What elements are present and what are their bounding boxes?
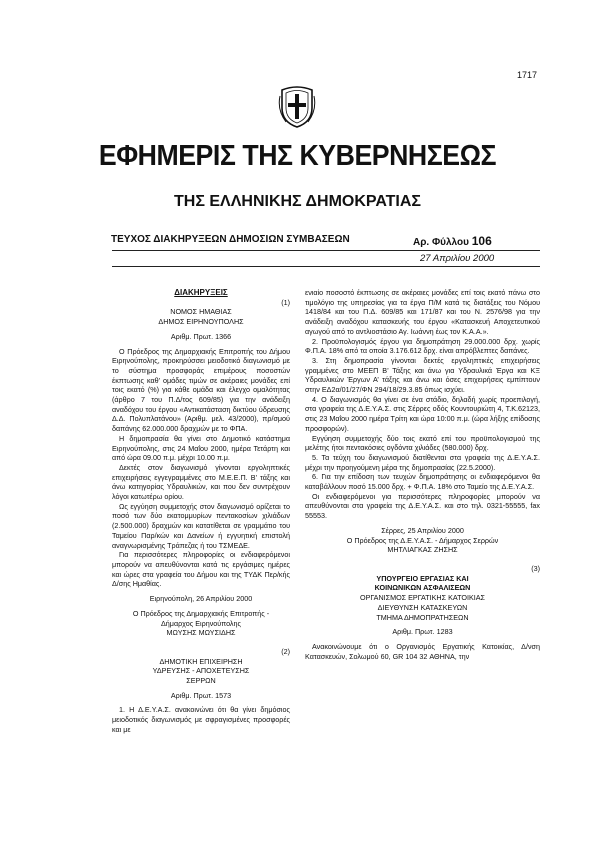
org-line: ΔΗΜΟΤΙΚΗ ΕΠΙΧΕΙΡΗΣΗ: [159, 656, 243, 666]
issue-type: ΤΕΥΧΟΣ ΔΙΑΚΗΡΥΞΕΩΝ ΔΗΜΟΣΙΩΝ ΣΥΜΒΑΣΕΩΝ: [111, 234, 350, 245]
signature-line: Ο Πρόεδρος της Δ.Ε.Υ.Α.Σ. - Δήμαρχος Σερρών: [346, 535, 499, 545]
org-line: ΤΜΗΜΑ ΔΗΜΟΠΡΑΤΗΣΕΩΝ: [376, 612, 469, 622]
paragraph: Ανακοινώνουμε ότι ο Οργανισμός Εργατικής Κατοικίας, Δ/νση Κατασκευών, Σολωμού 60, GR 104 32 ΑΘΗΝΑ, την: [305, 641, 540, 661]
signature-line: Ο Πρόεδρος της Δημαρχιακής Επιτροπής -: [132, 608, 270, 618]
paragraph: 2. Προϋπολογισμός έργου για δημοπράτηση 29.000.000 δρχ. χωρίς Φ.Π.Α. 18% από τα οποία 3.176.612 δρχ. είναι απρόβλεπτες δαπάνες.: [305, 336, 540, 356]
signature-name: ΜΩΥΣΗΣ ΜΩΥΣΙΔΗΣ: [166, 628, 236, 638]
header-rule-top: [112, 250, 540, 251]
paragraph: 3. Στη δημοπρασία γίνονται δεκτές εργοληπτικές επιχειρήσεις γραμμένες στο ΜΕΕΠ Β’ Τάξης και άνω για Υδραυλικά Έργα και ΚΞ Υδραυλικών Έργων Α’ τάξης και άνω και όσες επιχειρήσεις εμπίπτουν στην ΕΔ2α/01/27/ΦΝ 294/18/29.3.85 όπως ισχύει.: [305, 355, 540, 395]
paragraph: Για περισσότερες πληροφορίες οι ενδιαφερόμενοι μπορούν να απευθύνονται κατά τις εργάσιμες ημέρες και ώρες στα γραφεία του Δήμου και της ΤΥΔΚ Περ/κής Δ/σης Ημαθίας.: [112, 550, 290, 589]
header-rule-bottom: [112, 266, 540, 267]
sheet-number: 106: [471, 234, 492, 248]
paragraph: Οι ενδιαφερόμενοι για περισσότερες πληροφορίες μπορούν να απευθύνονται στα γραφεία της Δ.Ε.Υ.Α.Σ. και στο τηλ. 0321-55555, fax 55553.: [305, 491, 540, 521]
protocol-number: Αριθμ. Πρωτ. 1283: [392, 627, 453, 637]
org-line: ΣΕΡΡΩΝ: [186, 676, 216, 686]
org-line: ΥΔΡΕΥΣΗΣ - ΑΠΟΧΕΤΕΥΣΗΣ: [152, 666, 250, 676]
org-line: ΔΙΕΥΘΥΝΣΗ ΚΑΤΑΣΚΕΥΩΝ: [377, 602, 468, 612]
coat-of-arms-emblem: [278, 84, 316, 128]
org-line: ΥΠΟΥΡΓΕΙΟ ΕΡΓΑΣΙΑΣ ΚΑΙ: [376, 573, 469, 583]
paragraph: Δεκτές στον διαγωνισμό γίνονται εργοληπτικές επιχειρήσεις εγγεγραμμένες στο Μ.Ε.Ε.Π. Β’ τάξης και άνω κατηγορίας Υδραυλικών, και που δεν συντρέχουν λόγοι κατωτέρω ορίου.: [112, 462, 290, 502]
notice-number-2: (2): [281, 646, 290, 656]
paragraph: 5. Τα τεύχη του διαγωνισμού διατίθενται στα γραφεία της Δ.Ε.Υ.Α.Σ. μέχρι την προηγούμενη μέρα της δημοπρασίας (22.5.2000).: [305, 452, 540, 472]
sheet-info: [413, 234, 492, 248]
paragraph: Εγγύηση συμμετοχής δύο τοις εκατό επί του προϋπολογισμού της μελέτης ήτοι πεντακόσιες ογδόντα χιλιάδες (580.000) δρχ.: [305, 433, 540, 453]
org-line: ΔΗΜΟΣ ΕΙΡΗΝΟΥΠΟΛΗΣ: [158, 317, 244, 327]
page-number: 1717: [516, 70, 537, 80]
paragraph: Ως εγγύηση συμμετοχής στον διαγωνισμό ορίζεται το ποσό των δύο εκατομμυρίων πεντακοσίων χιλιάδων (2.500.000) δραχμών και κατατίθεται σε γραμμάτιο του Ταμείου Παρ/κών και Δανείων ή εγγυητική επιστολή αναγνωρισμένης Τράπεζας ή του ΤΣΜΕΔΕ.: [112, 501, 290, 550]
place-date: Σέρρες, 25 Απριλίου 2000: [381, 525, 464, 535]
right-column: [305, 288, 540, 661]
left-column: [112, 288, 290, 735]
place-date: Ειρηνούπολη, 26 Απριλίου 2000: [149, 594, 253, 604]
sheet-label: Αρ. Φύλλου: [413, 237, 469, 248]
org-line: ΚΟΙΝΩΝΙΚΩΝ ΑΣΦΑΛΙΣΕΩΝ: [374, 583, 471, 593]
paragraph: Η δημοπρασία θα γίνει στο Δημοτικό κατάστημα Ειρηνούπολης, στις 24 Μαΐου 2000, ημέρα Τετάρτη και από ώρα 09.00 π.μ. μέχρι 10.00 π.μ.: [112, 433, 290, 463]
section-heading: ΔΙΑΚΗΡΥΞΕΙΣ: [174, 288, 228, 297]
signature-name: ΜΗΤΛΙΑΓΚΑΣ ΖΗΣΗΣ: [387, 545, 458, 555]
gazette-subtitle: ΤΗΣ ΕΛΛΗΝΙΚΗΣ ΔΗΜΟΚΡΑΤΙΑΣ: [174, 193, 421, 210]
notice-number-3: (3): [531, 563, 540, 573]
gazette-title: ΕΦΗΜΕΡΙΣ ΤΗΣ ΚΥΒΕΡΝΗΣΕΩΣ: [98, 140, 497, 172]
notice-number-1: (1): [281, 297, 290, 307]
protocol-number: Αριθμ. Πρωτ. 1366: [170, 331, 232, 341]
signature-line: Δήμαρχος Ειρηνούπολης: [161, 618, 241, 628]
org-line: ΟΡΓΑΝΙΣΜΟΣ ΕΡΓΑΤΙΚΗΣ ΚΑΤΟΙΚΙΑΣ: [359, 593, 485, 603]
paragraph: 1. Η Δ.Ε.Υ.Α.Σ. ανακοινώνει ότι θα γίνει δημόσιος μειοδοτικός διαγωνισμός με σφραγισμένες προσφορές και με: [112, 705, 290, 734]
org-line: ΝΟΜΟΣ ΗΜΑΘΙΑΣ: [170, 307, 232, 317]
paragraph: 6. Για την επίδοση των τευχών δημοπράτησης οι ενδιαφερόμενοι θα καταβάλλουν ποσό 15.000 δρχ. + Φ.Π.Α. 18% στο Ταμείο της Δ.Ε.Υ.Α.Σ.: [305, 472, 540, 492]
paragraph: 4. Ο διαγωνισμός θα γίνει σε ένα στάδιο, δηλαδή χωρίς προεπιλογή, στα γραφεία της Δ.Ε.Υ.Α.Σ. στις Σέρρες οδός Κουντουριώτη 4, Τ.Κ.62123, στις 23 Μαΐου 2000 ημέρα Τρίτη και ώρα 10:00 π.μ. (ώρα λήξης επίδοσης προσφορών).: [305, 394, 540, 433]
paragraph: ενιαίο ποσοστό έκπτωσης σε ακέραιες μονάδες επί τοις εκατό πάνω στο τιμολόγιο της υπηρεσίας για τα έργα Π/Μ κατά τις διατάξεις του Νόμου 1418/84 και του Π.Δ. 609/85 και 171/87 και του Ν. 2576/98 για την ανάδειξη αναδόχου κατασκευής του έργου «Κατασκευή Αποχετευτικού αγωγού από το αντλιοστάσιο Αγ. Ιωάννη έως τον Κ.Α.Α.».: [305, 288, 540, 336]
issue-date: 27 Απριλίου 2000: [420, 253, 495, 264]
protocol-number: Αριθμ. Πρωτ. 1573: [170, 690, 232, 700]
paragraph: Ο Πρόεδρος της Δημαρχιακής Επιτροπής του Δήμου Ειρηνούπολης, προκηρύσσει μειοδοτικό διαγωνισμό με το σύστημα προσφοράς επιμέρους ποσοστών έκπτωσης καθ’ ομάδες τιμών σε ακέραιες μονάδες επί τοις εκατό (%) για κάθε ομάδα και έλεγχο ομαλότητας (άρθρο 7 του Π.Δ/τος 609/85) για την ανάδειξη αναδόχου του έργου «Αντικατάσταση δικτύου ύδρευσης Δ.Δ. Πολυπλατάνου» (Αριθμ. μελ. 43/2000), πρ/σμού δαπάνης 62.000.000 δραχμών με το ΦΠΑ.: [112, 346, 290, 434]
